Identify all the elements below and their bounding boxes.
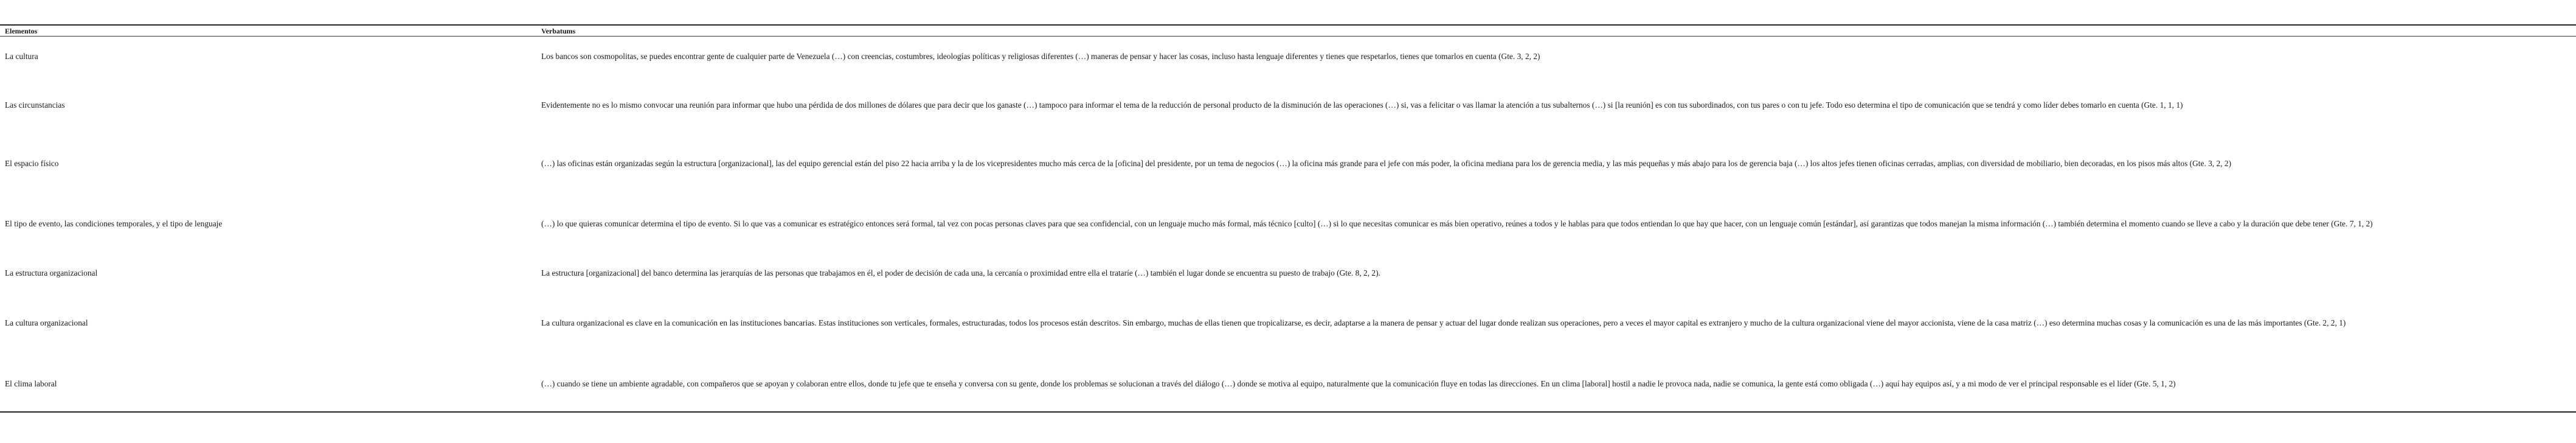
- verbatum-cell: (…) lo que quieras comunicar determina el tipo de evento. Si lo que vas a comunicar es estratégico entonces será formal, tal vez con pocas personas claves para que sea confidencial, con un lenguaje mucho más formal, más técnico [culto] (…) si lo que necesitas comunicar es más bien operativo, reúnes a todos y le hablas para que todos entiendan lo que hay que hacer, con un lenguaje común [estándar], así garantizas que todos manejan la misma información (…) también determina el momento cuando se lleve a cabo y la duración que debe tener (Gte. 7, 1, 2): [541, 218, 2373, 228]
- table-top-rule: [0, 24, 2576, 26]
- verbatum-cell: (…) las oficinas están organizadas según la estructura [organizacional], las del equipo gerencial están del piso 22 hacia arriba y la de los vicepresidentes mucho más cerca de la [oficina] del presidente, por un tema de negocios (…) la oficina más grande para el jefe con más poder, la oficina mediana para los de gerencia media, y las más pequeñas y más abajo para los de gerencia baja (…) los altos jefes tienen oficinas cerradas, amplias, con diversidad de mobiliario, bien decoradas, en los pisos más altos (Gte. 3, 2, 2): [541, 158, 2232, 168]
- elemento-cell: La cultura organizacional: [5, 318, 88, 327]
- table-header-rule: [0, 36, 2576, 37]
- verbatum-cell: La cultura organizacional es clave en la comunicación en las instituciones bancarias. Estas instituciones son verticales, formales, estructuradas, todos los procesos están descritos. Sin embargo, muchas de ellas tienen que tropicalizarse, es decir, adaptarse a la manera de pensar y actuar del lugar donde realizan sus operaciones, pero a veces el mayor capital es extranjero y mucho de la cultura organizacional viene del mayor accionista, viene de la casa matriz (…) eso determina muchas cosas y la comunicación es una de las más importantes (Gte. 2, 2, 1): [541, 318, 2346, 327]
- table-row: [0, 267, 2576, 279]
- elemento-cell: El espacio físico: [5, 158, 59, 168]
- verbatum-cell: Evidentemente no es lo mismo convocar una reunión para informar que hubo una pérdida de dos millones de dólares que para decir que los ganaste (…) tampoco para informar el tema de la reducción de personal producto de la disminución de las operaciones (…) si, vas a felicitar o vas llamar la atención a tus subalternos (…) si [la reunión] es con tus subordinados, con tus pares o con tu jefe. Todo eso determina el tipo de comunicación que se tendrá y como líder debes tomarlo en cuenta (Gte. 1, 1, 1): [541, 100, 2183, 110]
- elemento-cell: El clima laboral: [5, 378, 57, 388]
- verbatum-cell: Los bancos son cosmopolitas, se puedes encontrar gente de cualquier parte de Venezuela (…) con creencias, costumbres, ideologías políticas y religiosas diferentes (…) maneras de pensar y hacer las cosas, incluso hasta lenguaje diferentes y tienes que respetarlos, tienes que tomarlos en cuenta (Gte. 3, 2, 2): [541, 51, 1540, 61]
- table-row: [0, 372, 2576, 394]
- table-row: [0, 152, 2576, 174]
- header-verbatums: Verbatums: [541, 27, 576, 35]
- table-header-row: [0, 26, 2576, 36]
- elemento-cell: Las circunstancias: [5, 100, 65, 110]
- header-elementos: Elementos: [5, 27, 38, 35]
- table-bottom-rule: [0, 411, 2576, 413]
- verbatum-cell: La estructura [organizacional] del banco determina las jerarquías de las personas que trabajamos en él, el poder de decisión de cada una, la cercanía o proximidad entre ella el trataríe (…) también el lugar donde se encuentra su puesto de trabajo (Gte. 8, 2, 2).: [541, 268, 1380, 277]
- table-row: [0, 212, 2576, 234]
- table-row: [0, 94, 2576, 116]
- table-row: [0, 312, 2576, 333]
- elemento-cell: La cultura: [5, 51, 38, 61]
- elemento-cell: El tipo de evento, las condiciones temporales, y el tipo de lenguaje: [5, 218, 223, 228]
- table-row: [0, 50, 2576, 62]
- verbatum-cell: (…) cuando se tiene un ambiente agradable, con compañeros que se apoyan y colaboran entre ellos, donde tu jefe que te enseña y conversa con su gente, donde los problemas se solucionan a través del diálogo (…) donde se motiva al equipo, naturalmente que la comunicación fluye en todas las direcciones. En un clima [laboral] hostil a nadie le provoca nada, nadie se comunica, la gente está como obligada (…) aquí hay equipos así, y a mi modo de ver el principal responsable es el líder (Gte. 5, 1, 2): [541, 378, 2176, 388]
- elemento-cell: La estructura organizacional: [5, 268, 98, 277]
